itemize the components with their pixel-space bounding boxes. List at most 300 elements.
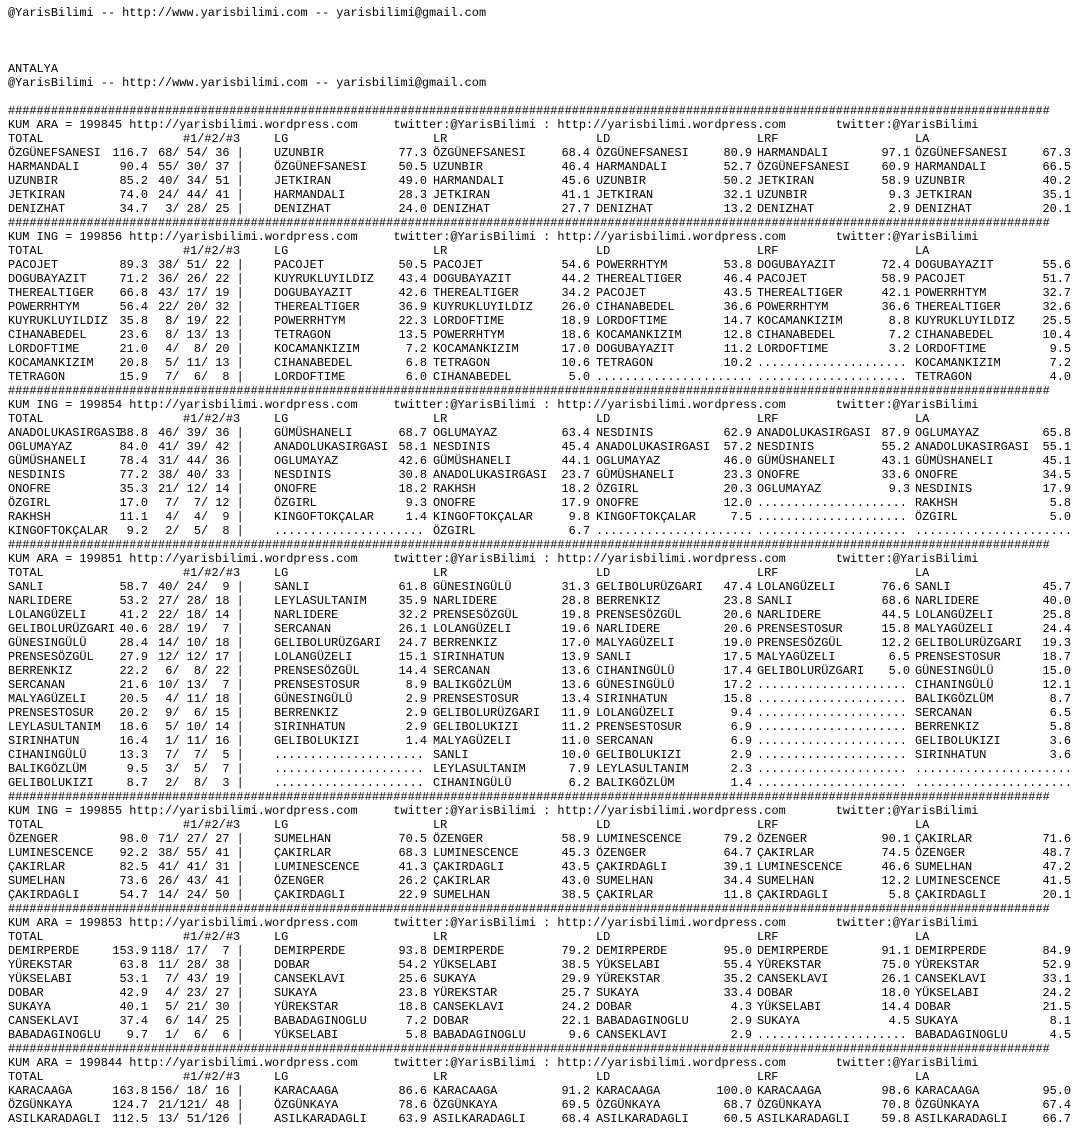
table-row (0, 832, 1080, 846)
score-la: 15.0 (1042, 664, 1071, 678)
score-lg: 43.4 (398, 272, 427, 286)
empty-cell-dots-la: ...................... (915, 776, 1072, 790)
score-lg: 26.1 (398, 622, 427, 636)
score-total: 53.2 (119, 594, 148, 608)
picks-1-2-3: 43/ 17/ 19 | (151, 286, 244, 300)
horse-name-lr: ÖZENGER (433, 832, 483, 846)
score-lr: 18.2 (561, 482, 590, 496)
empty-cell-dots-lg: ..................... (274, 762, 424, 776)
score-ld: 34.4 (723, 874, 752, 888)
column-header-lg: LG (274, 818, 289, 832)
picks-1-2-3: 40/ 34/ 51 | (151, 174, 244, 188)
column-header-picks: #1/#2/#3 (183, 818, 241, 832)
horse-name-lr: NESDINIS (433, 440, 491, 454)
horse-name-lr: JETKIRAN (433, 188, 491, 202)
horse-name-ld: CIHANABEDEL (596, 300, 675, 314)
score-total: 58.7 (119, 580, 148, 594)
score-total: 9.2 (126, 524, 148, 538)
score-ld: 55.4 (723, 958, 752, 972)
horse-name-lrf: CIHANABEDEL (757, 328, 836, 342)
horse-name-total: HARMANDALI (8, 160, 80, 174)
picks-1-2-3: 6/ 14/ 25 | (151, 1014, 244, 1028)
horse-name-la: PRENSESTOSUR (915, 650, 1001, 664)
horse-name-total: NESDINIS (8, 468, 66, 482)
horse-name-la: ÖZENGER (915, 846, 965, 860)
horse-name-ld: GÜNESINGÜLÜ (596, 678, 675, 692)
score-lrf: 9.3 (888, 482, 910, 496)
score-total: 124.7 (112, 1098, 148, 1112)
score-lrf: 90.1 (881, 832, 910, 846)
column-header-total: TOTAL (8, 566, 44, 580)
separator: ################################################################################################################################################## (8, 1042, 1050, 1056)
score-lr: 43.5 (561, 860, 590, 874)
score-total: 41.2 (119, 608, 148, 622)
score-ld: 4.3 (730, 1000, 752, 1014)
score-lg: 68.3 (398, 846, 427, 860)
score-lrf: 60.9 (881, 160, 910, 174)
empty-cell-dots-la: ...................... (915, 762, 1072, 776)
score-lg: 6.0 (405, 370, 427, 384)
score-la: 18.7 (1042, 650, 1071, 664)
score-ld: 2.9 (730, 1014, 752, 1028)
horse-name-lg: PACOJET (274, 258, 324, 272)
horse-name-lr: ÇAKIRLAR (433, 874, 491, 888)
horse-name-lr: BERRENKIZ (433, 636, 498, 650)
score-lrf: 76.6 (881, 580, 910, 594)
empty-cell-dots-la: ...................... (915, 524, 1072, 538)
horse-name-lrf: LORDOFTIME (757, 342, 829, 356)
column-header-picks: #1/#2/#3 (183, 930, 241, 944)
horse-name-lr: CANSEKLAVI (433, 1000, 505, 1014)
picks-1-2-3: 10/ 13/ 7 | (151, 678, 244, 692)
table-row (0, 440, 1080, 454)
horse-name-total: KINGOFTOKÇALAR (8, 524, 108, 538)
score-lrf: 6.5 (888, 650, 910, 664)
score-la: 17.9 (1042, 482, 1071, 496)
score-lrf: 26.1 (881, 972, 910, 986)
score-ld: 14.7 (723, 314, 752, 328)
score-total: 88.8 (119, 426, 148, 440)
score-lr: 9.8 (568, 510, 590, 524)
empty-cell-dots-lg: ..................... (274, 776, 424, 790)
horse-name-lr: DENIZHAT (433, 202, 491, 216)
score-la: 45.7 (1042, 580, 1071, 594)
score-lrf: 5.0 (888, 664, 910, 678)
horse-name-lr: PRENSESTOSUR (433, 692, 519, 706)
score-lrf: 46.6 (881, 860, 910, 874)
table-row (0, 1014, 1080, 1028)
score-lr: 41.1 (561, 188, 590, 202)
horse-name-total: RAKHSH (8, 510, 51, 524)
score-lr: 28.8 (561, 594, 590, 608)
empty-cell-dots-ld: ...................... (596, 370, 753, 384)
table-row (0, 426, 1080, 440)
score-lg: 7.2 (405, 342, 427, 356)
score-total: 21.0 (119, 342, 148, 356)
score-total: 77.2 (119, 468, 148, 482)
horse-name-total: ÖZGIRL (8, 496, 51, 510)
horse-name-ld: GELIBOLUKIZI (596, 748, 682, 762)
score-total: 112.5 (112, 1112, 148, 1126)
horse-name-lg: SUKAYA (274, 986, 317, 1000)
score-la: 7.2 (1049, 356, 1071, 370)
score-lr: 23.7 (561, 468, 590, 482)
picks-1-2-3: 46/ 39/ 36 | (151, 426, 244, 440)
score-total: 21.6 (119, 678, 148, 692)
table-row (0, 650, 1080, 664)
horse-name-lg: SUMELHAN (274, 832, 332, 846)
picks-1-2-3: 4/ 23/ 27 | (151, 986, 244, 1000)
table-row (0, 300, 1080, 314)
horse-name-total: SERCANAN (8, 678, 66, 692)
horse-name-ld: DOBAR (596, 1000, 632, 1014)
score-total: 11.1 (119, 510, 148, 524)
score-lrf: 59.8 (881, 1112, 910, 1126)
score-la: 33.1 (1042, 972, 1071, 986)
score-lrf: 87.9 (881, 426, 910, 440)
horse-name-la: SERCANAN (915, 706, 973, 720)
table-row (0, 160, 1080, 174)
horse-name-ld: CIHANINGÜLÜ (596, 664, 675, 678)
horse-name-la: SUMELHAN (915, 860, 973, 874)
horse-name-lg: UZUNBIR (274, 146, 324, 160)
score-lr: 10.0 (561, 748, 590, 762)
table-row (0, 972, 1080, 986)
picks-1-2-3: 38/ 55/ 41 | (151, 846, 244, 860)
score-total: 163.8 (112, 1084, 148, 1098)
horse-name-ld: ÖZGIRL (596, 482, 639, 496)
horse-name-total: ÖZGÜNEFSANESI (8, 146, 101, 160)
horse-name-lg: OGLUMAYAZ (274, 454, 339, 468)
score-lr: 45.4 (561, 440, 590, 454)
horse-name-total: ASILKARADAGLI (8, 1112, 101, 1126)
score-ld: 32.1 (723, 188, 752, 202)
horse-name-lrf: GÜMÜSHANELI (757, 454, 836, 468)
horse-name-la: ÖZGÜNEFSANESI (915, 146, 1008, 160)
empty-cell-dots-lrf: ..................... (757, 510, 907, 524)
horse-name-la: SANLI (915, 580, 951, 594)
score-total: 63.8 (119, 958, 148, 972)
horse-name-ld: ONOFRE (596, 496, 639, 510)
horse-name-la: ÖZGÜNKAYA (915, 1098, 980, 1112)
score-la: 3.6 (1049, 748, 1071, 762)
score-lr: 22.1 (561, 1014, 590, 1028)
column-header-lrf: LRF (757, 1070, 779, 1084)
score-ld: 52.7 (723, 160, 752, 174)
horse-name-lrf: GELIBOLURÜZGARI (757, 664, 865, 678)
picks-1-2-3: 6/ 8/ 22 | (151, 664, 244, 678)
score-lg: 68.7 (398, 426, 427, 440)
horse-name-lr: THEREALTIGER (433, 286, 519, 300)
picks-1-2-3: 8/ 13/ 13 | (151, 328, 244, 342)
picks-1-2-3: 21/121/ 48 | (151, 1098, 244, 1112)
score-ld: 23.8 (723, 594, 752, 608)
separator-line (0, 216, 1080, 230)
table-row (0, 286, 1080, 300)
table-row (0, 510, 1080, 524)
score-lr: 19.6 (561, 622, 590, 636)
score-total: 85.2 (119, 174, 148, 188)
horse-name-la: SIRINHATUN (915, 748, 987, 762)
score-total: 56.4 (119, 300, 148, 314)
score-ld: 68.7 (723, 1098, 752, 1112)
score-lg: 7.2 (405, 1014, 427, 1028)
score-lr: 11.9 (561, 706, 590, 720)
score-lr: 45.3 (561, 846, 590, 860)
horse-name-lr: SUKAYA (433, 972, 476, 986)
column-header-picks: #1/#2/#3 (183, 412, 241, 426)
horse-name-lr: ANADOLUKASIRGASI (433, 468, 548, 482)
score-lr: 18.9 (561, 314, 590, 328)
score-total: 20.5 (119, 692, 148, 706)
score-lg: 22.9 (398, 888, 427, 902)
horse-name-lr: ÖZGÜNEFSANESI (433, 146, 526, 160)
score-ld: 43.5 (723, 286, 752, 300)
score-total: 40.1 (119, 1000, 148, 1014)
horse-name-lr: ONOFRE (433, 496, 476, 510)
score-total: 15.9 (119, 370, 148, 384)
horse-name-ld: NARLIDERE (596, 622, 661, 636)
score-lrf: 74.5 (881, 846, 910, 860)
score-total: 35.8 (119, 314, 148, 328)
score-la: 52.9 (1042, 958, 1071, 972)
separator-line (0, 902, 1080, 916)
table-row (0, 356, 1080, 370)
score-lr: 68.4 (561, 1112, 590, 1126)
score-total: 17.0 (119, 496, 148, 510)
score-lr: 13.6 (561, 664, 590, 678)
horse-name-total: CIHANINGÜLÜ (8, 748, 87, 762)
table-row (0, 468, 1080, 482)
empty-cell-dots-lg: ..................... (274, 524, 424, 538)
score-la: 20.1 (1042, 888, 1071, 902)
separator-line (0, 1042, 1080, 1056)
column-header-ld: LD (596, 412, 611, 426)
horse-name-lrf: ÖZENGER (757, 832, 807, 846)
horse-name-lr: LOLANGÜZELI (433, 622, 512, 636)
score-ld: 17.2 (723, 678, 752, 692)
horse-name-la: ONOFRE (915, 468, 958, 482)
picks-1-2-3: 41/ 41/ 31 | (151, 860, 244, 874)
column-header-lr: LR (433, 1070, 448, 1084)
score-ld: 2.9 (730, 748, 752, 762)
horse-name-lg: ÖZENGER (274, 874, 324, 888)
horse-name-ld: PACOJET (596, 286, 646, 300)
horse-name-la: JETKIRAN (915, 188, 973, 202)
horse-name-la: TETRAGON (915, 370, 973, 384)
horse-name-lr: KOCAMANKIZIM (433, 342, 519, 356)
column-header-lg: LG (274, 930, 289, 944)
horse-name-lg: ÇAKIRDAGLI (274, 888, 346, 902)
horse-name-lg: PRENSESÖZGÜL (274, 664, 360, 678)
horse-name-la: PACOJET (915, 272, 965, 286)
horse-name-lg: CANSEKLAVI (274, 972, 346, 986)
score-total: 116.7 (112, 146, 148, 160)
score-total: 23.6 (119, 328, 148, 342)
horse-name-lrf: PRENSESTOSUR (757, 622, 843, 636)
score-total: 42.9 (119, 986, 148, 1000)
horse-name-total: DOBAR (8, 986, 44, 1000)
score-lrf: 55.2 (881, 440, 910, 454)
horse-name-lg: ASILKARADAGLI (274, 1112, 367, 1126)
empty-cell-dots-lrf: ..................... (757, 1028, 907, 1042)
score-lrf: 43.1 (881, 454, 910, 468)
column-header-total: TOTAL (8, 930, 44, 944)
score-lg: 5.8 (405, 1028, 427, 1042)
horse-name-ld: JETKIRAN (596, 188, 654, 202)
picks-1-2-3: 2/ 5/ 8 | (151, 524, 244, 538)
score-lg: 6.8 (405, 356, 427, 370)
horse-name-ld: LOLANGÜZELI (596, 706, 675, 720)
horse-name-lg: ÇAKIRLAR (274, 846, 332, 860)
score-lrf: 15.8 (881, 622, 910, 636)
horse-name-lrf: THEREALTIGER (757, 286, 843, 300)
horse-name-lr: SUMELHAN (433, 888, 491, 902)
horse-name-total: ANADOLUKASIRGASI (8, 426, 123, 440)
separator-line (0, 384, 1080, 398)
score-lrf: 58.9 (881, 272, 910, 286)
horse-name-lg: GÜMÜSHANELI (274, 426, 353, 440)
score-lg: 42.6 (398, 286, 427, 300)
horse-name-total: JETKIRAN (8, 188, 66, 202)
horse-name-la: DOGUBAYAZIT (915, 258, 994, 272)
horse-name-lg: DOBAR (274, 958, 310, 972)
score-lr: 11.0 (561, 734, 590, 748)
score-lr: 91.2 (561, 1084, 590, 1098)
score-lrf: 68.6 (881, 594, 910, 608)
score-lr: 18.6 (561, 328, 590, 342)
score-la: 12.1 (1042, 678, 1071, 692)
horse-name-total: LUMINESCENCE (8, 846, 94, 860)
column-header-la: LA (915, 930, 930, 944)
horse-name-total: PRENSESÖZGÜL (8, 650, 94, 664)
score-lrf: 12.2 (881, 636, 910, 650)
horse-name-lg: GELIBOLURÜZGARI (274, 636, 382, 650)
horse-name-total: THEREALTIGER (8, 286, 94, 300)
horse-name-lrf: YÜKSELABI (757, 1000, 822, 1014)
column-header-total: TOTAL (8, 244, 44, 258)
horse-name-ld: SERCANAN (596, 734, 654, 748)
column-header-ld: LD (596, 930, 611, 944)
score-la: 21.5 (1042, 1000, 1071, 1014)
horse-name-total: YÜKSELABI (8, 972, 73, 986)
column-header-total: TOTAL (8, 412, 44, 426)
score-lrf: 97.1 (881, 146, 910, 160)
race-title-line (0, 398, 1080, 412)
picks-1-2-3: 41/ 39/ 42 | (151, 440, 244, 454)
table-row (0, 692, 1080, 706)
race-title-line (0, 118, 1080, 132)
score-lg: 14.4 (398, 664, 427, 678)
horse-name-lr: TETRAGON (433, 356, 491, 370)
horse-name-lg: JETKIRAN (274, 174, 332, 188)
score-total: 153.9 (112, 944, 148, 958)
score-lg: 13.5 (398, 328, 427, 342)
horse-name-lr: DOGUBAYAZIT (433, 272, 512, 286)
horse-name-ld: DENIZHAT (596, 202, 654, 216)
score-lr: 5.0 (568, 370, 590, 384)
horse-name-la: POWERRHTYM (915, 286, 987, 300)
score-la: 9.5 (1049, 342, 1071, 356)
column-header-lg: LG (274, 566, 289, 580)
score-lr: 6.2 (568, 776, 590, 790)
empty-cell-dots-lrf: ..................... (757, 720, 907, 734)
horse-name-la: THEREALTIGER (915, 300, 1001, 314)
horse-name-lr: ÖZGIRL (433, 524, 476, 538)
horse-name-lrf: PACOJET (757, 272, 807, 286)
horse-name-la: DEMIRPERDE (915, 944, 987, 958)
score-lg: 70.5 (398, 832, 427, 846)
score-lrf: 91.1 (881, 944, 910, 958)
score-la: 25.8 (1042, 608, 1071, 622)
score-lg: 49.0 (398, 174, 427, 188)
score-ld: 57.2 (723, 440, 752, 454)
horse-name-lr: KARACAAGA (433, 1084, 498, 1098)
picks-1-2-3: 22/ 20/ 32 | (151, 300, 244, 314)
horse-name-lrf: ANADOLUKASIRGASI (757, 426, 872, 440)
score-la: 8.1 (1049, 1014, 1071, 1028)
horse-name-la: OGLUMAYAZ (915, 426, 980, 440)
score-ld: 62.9 (723, 426, 752, 440)
score-total: 34.7 (119, 202, 148, 216)
score-ld: 53.8 (723, 258, 752, 272)
horse-name-lg: DENIZHAT (274, 202, 332, 216)
column-header-la: LA (915, 818, 930, 832)
horse-name-lg: LOLANGÜZELI (274, 650, 353, 664)
horse-name-lrf: ÇAKIRLAR (757, 846, 815, 860)
picks-1-2-3: 14/ 10/ 18 | (151, 636, 244, 650)
score-total: 27.9 (119, 650, 148, 664)
table-row (0, 1112, 1080, 1126)
column-header-ld: LD (596, 1070, 611, 1084)
horse-name-ld: SANLI (596, 650, 632, 664)
horse-name-ld: BABADAGINOGLU (596, 1014, 689, 1028)
horse-name-lg: HARMANDALI (274, 188, 346, 202)
score-lrf: 42.1 (881, 286, 910, 300)
horse-name-total: SIRINHATUN (8, 734, 80, 748)
score-lg: 32.2 (398, 608, 427, 622)
score-la: 24.4 (1042, 622, 1071, 636)
separator-line (0, 104, 1080, 118)
horse-name-total: CIHANABEDEL (8, 328, 87, 342)
score-lrf: 33.6 (881, 468, 910, 482)
horse-name-la: NESDINIS (915, 482, 973, 496)
score-ld: 10.2 (723, 356, 752, 370)
score-lr: 13.9 (561, 650, 590, 664)
table-row (0, 258, 1080, 272)
horse-name-la: LORDOFTIME (915, 342, 987, 356)
horse-name-lrf: PRENSESÖZGÜL (757, 636, 843, 650)
score-lr: 69.5 (561, 1098, 590, 1112)
table-row (0, 188, 1080, 202)
horse-name-lg: NARLIDERE (274, 608, 339, 622)
score-la: 51.7 (1042, 272, 1071, 286)
score-ld: 60.5 (723, 1112, 752, 1126)
horse-name-total: GÜMÜSHANELI (8, 454, 87, 468)
picks-1-2-3: 9/ 6/ 15 | (151, 706, 244, 720)
picks-1-2-3: 4/ 8/ 20 | (151, 342, 244, 356)
score-total: 71.2 (119, 272, 148, 286)
horse-name-lr: YÜREKSTAR (433, 986, 498, 1000)
score-lg: 42.6 (398, 454, 427, 468)
empty-cell-dots-lrf: ..................... (757, 748, 907, 762)
column-header-lg: LG (274, 412, 289, 426)
horse-name-total: SANLI (8, 580, 44, 594)
horse-name-lrf: ÇAKIRDAGLI (757, 888, 829, 902)
horse-name-ld: POWERRHTYM (596, 258, 668, 272)
score-ld: 19.0 (723, 636, 752, 650)
horse-name-total: LORDOFTIME (8, 342, 80, 356)
